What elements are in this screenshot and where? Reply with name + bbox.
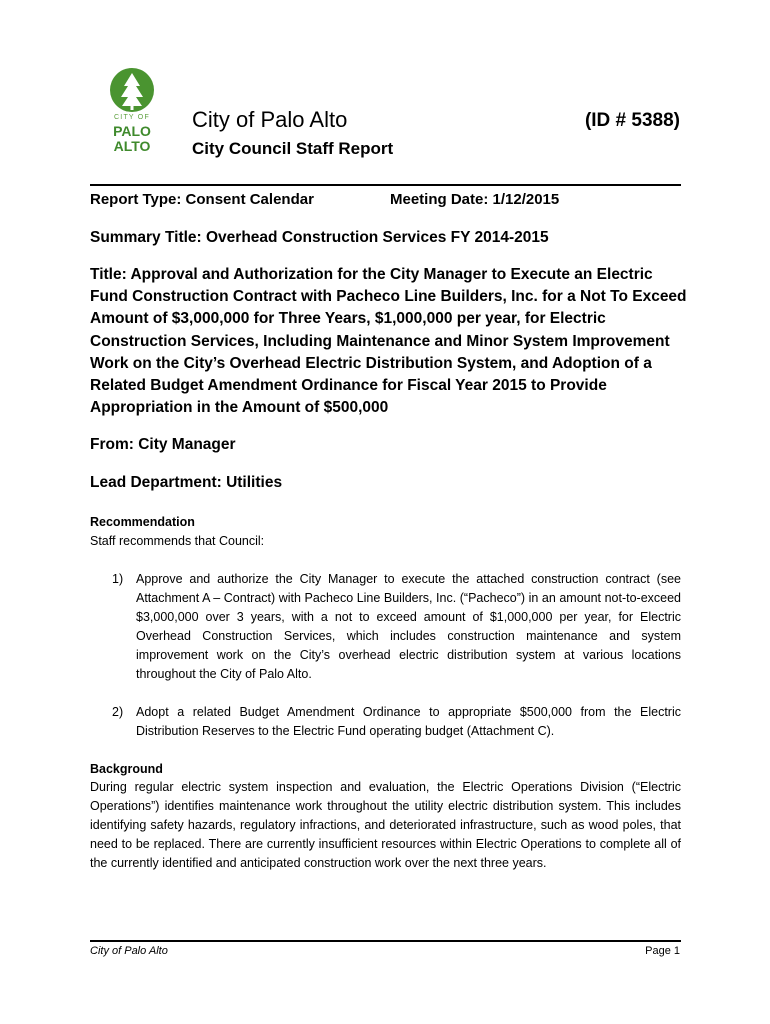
city-logo bbox=[104, 66, 160, 162]
page-number: Page 1 bbox=[645, 945, 680, 957]
list-item bbox=[112, 570, 681, 685]
background-heading: Background bbox=[90, 762, 163, 776]
report-type: Report Type: Consent Calendar bbox=[90, 191, 314, 208]
header-divider bbox=[90, 184, 681, 186]
tree-emblem-icon bbox=[104, 66, 160, 114]
meeting-date: Meeting Date: 1/12/2015 bbox=[390, 191, 560, 208]
city-name-heading: City of Palo Alto bbox=[192, 107, 348, 132]
report-title: Title: Approval and Authorization for the City Manager to Execute an Electric Fund Construction Contract with Pacheco Line Builders, Inc. for a Not To Exceed Amount of $3,000,000 for Three Years, $1,000,000 per year, for Electric Construction Services, Including Maintenance and Minor System Improvement Work on the City’s Overhead Electric Distribution System, and Adoption of a Related Budget Amendment Ordinance for Fiscal Year 2015 to Provide Appropriation in the Amount of $500,000 bbox=[90, 266, 687, 417]
recommendation-intro: Staff recommends that Council: bbox=[90, 534, 265, 548]
list-item-text: Adopt a related Budget Amendment Ordinance to appropriate $500,000 from the Electric Distribution Reserves to the Electric Fund operating budget (Attachment C). bbox=[136, 705, 681, 738]
list-item bbox=[112, 703, 681, 743]
logo-alto-text: ALTO bbox=[113, 138, 151, 154]
report-subtitle: City Council Staff Report bbox=[192, 139, 394, 158]
report-id: (ID # 5388) bbox=[584, 110, 680, 131]
background-paragraph: During regular electric system inspection and evaluation, the Electric Operations Division (“Electric Operations”) identifies maintenance work throughout the utility electric distribution system. This includes identifying safety hazards, regulatory infractions, and deteriorated infrastructure, such as wood poles, that need to be replaced. There are currently insufficient resources within Electric Operations to complete all of the currently identified and anticipated construction work over the next three years. bbox=[90, 780, 681, 870]
logo-city-of-text: CITY OF bbox=[114, 114, 150, 121]
recommendation-heading: Recommendation bbox=[90, 515, 195, 529]
logo-palo-text: PALO bbox=[113, 123, 151, 139]
footer-city-name: City of Palo Alto bbox=[90, 945, 168, 957]
summary-title: Summary Title: Overhead Construction Services FY 2014-2015 bbox=[90, 229, 549, 246]
list-item-text: Approve and authorize the City Manager to execute the attached construction contract (see Attachment A – Contract) with Pacheco Line Builders, Inc. (“Pacheco”) in an amount not-to-exceed $3,000,000 over 3 years, with a not to exceed amount of $1,000,000 per year, for Electric Overhead Construction Services, which includes construction maintenance and system improvement work on the City’s overhead electric distribution system at various locations throughout the City of Palo Alto. bbox=[136, 572, 681, 681]
list-item-number: 2) bbox=[112, 705, 124, 719]
from-line: From: City Manager bbox=[90, 436, 236, 453]
lead-department: Lead Department: Utilities bbox=[90, 474, 283, 491]
footer-divider bbox=[90, 940, 681, 942]
list-item-number: 1) bbox=[112, 572, 124, 586]
